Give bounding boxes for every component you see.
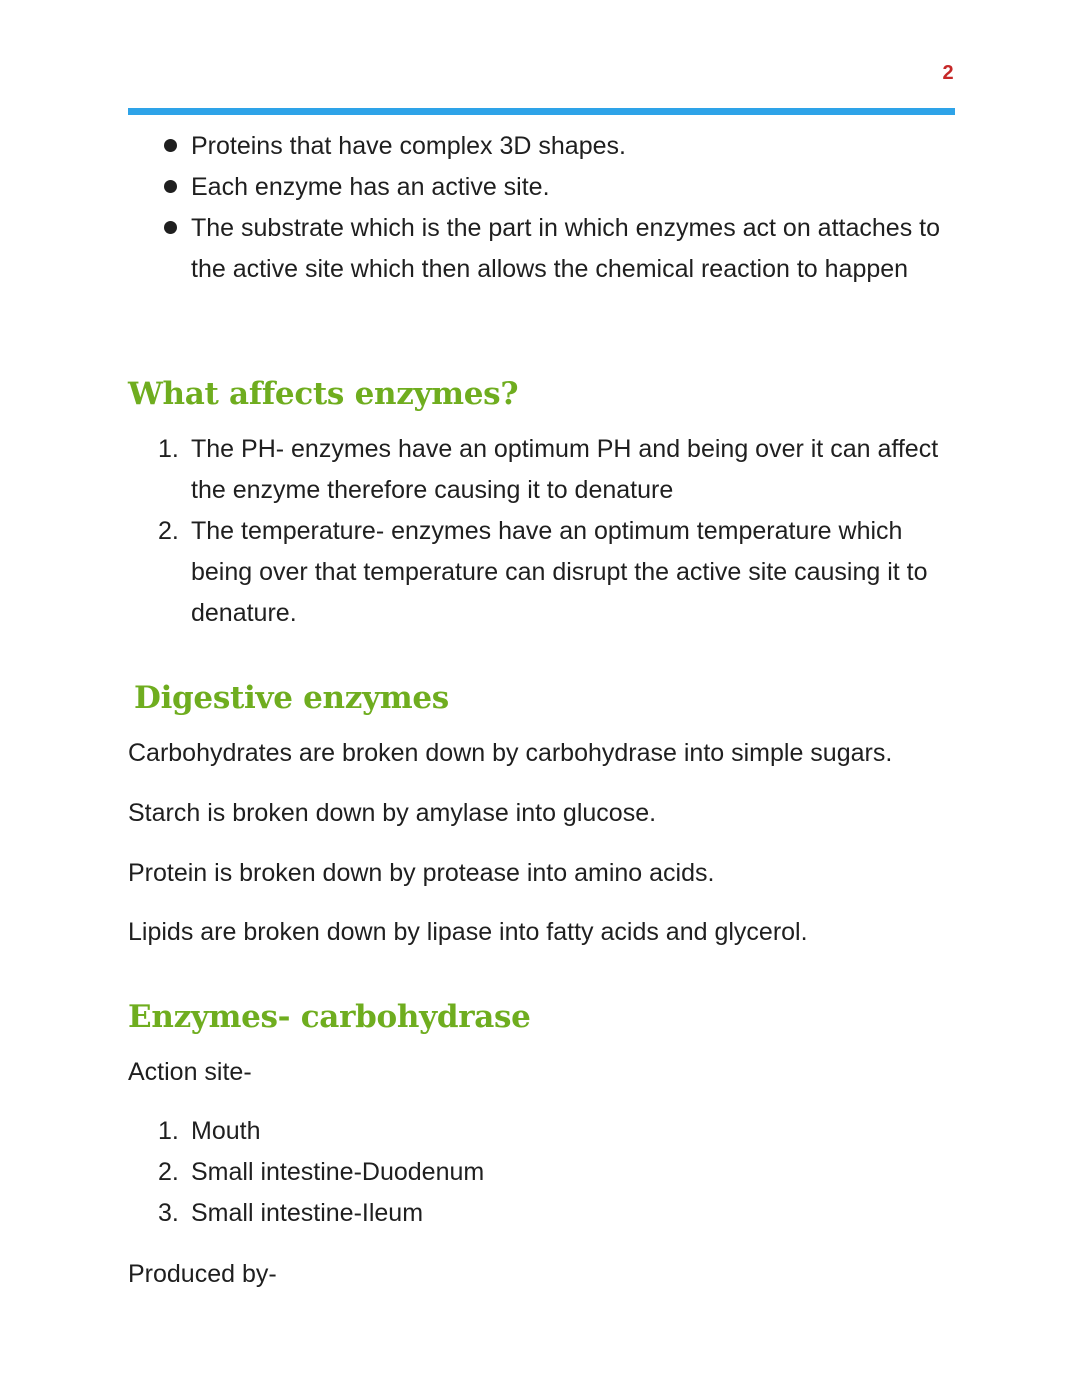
paragraph-carbohydrates: Carbohydrates are broken down by carbohydrase into simple sugars. bbox=[128, 739, 893, 767]
list-item bbox=[128, 1111, 958, 1152]
page-number: 2 bbox=[942, 62, 954, 84]
bullet-text: Each enzyme has an active site. bbox=[191, 173, 550, 201]
list-item bbox=[128, 511, 958, 634]
list-item bbox=[128, 429, 958, 511]
item-text: The temperature- enzymes have an optimum temperature which being over that temperature can disrupt the active site causing it to denature. bbox=[191, 517, 928, 627]
action-site-list bbox=[128, 1111, 958, 1234]
heading-what-affects-enzymes: What affects enzymes? bbox=[128, 376, 519, 412]
paragraph-lipids: Lipids are broken down by lipase into fatty acids and glycerol. bbox=[128, 918, 808, 946]
bullet-icon bbox=[164, 221, 177, 234]
intro-bullet-list bbox=[128, 126, 958, 290]
item-number: 1. bbox=[158, 435, 179, 463]
item-text: The PH- enzymes have an optimum PH and being over it can affect the enzyme therefore causing it to denature bbox=[191, 435, 939, 504]
item-number: 2. bbox=[158, 1158, 179, 1186]
action-site-label: Action site- bbox=[128, 1058, 252, 1086]
affects-list bbox=[128, 429, 958, 634]
heading-digestive-enzymes: Digestive enzymes bbox=[134, 680, 449, 716]
list-item bbox=[128, 126, 958, 167]
item-text: Small intestine-Duodenum bbox=[191, 1158, 485, 1186]
heading-enzymes-carbohydrase: Enzymes- carbohydrase bbox=[128, 999, 531, 1035]
item-number: 3. bbox=[158, 1199, 179, 1227]
item-text: Small intestine-Ileum bbox=[191, 1199, 424, 1227]
item-number: 2. bbox=[158, 517, 179, 545]
item-text: Mouth bbox=[191, 1117, 261, 1145]
list-item bbox=[128, 208, 958, 290]
list-item bbox=[128, 1152, 958, 1193]
paragraph-starch: Starch is broken down by amylase into glucose. bbox=[128, 799, 657, 827]
list-item bbox=[128, 167, 958, 208]
produced-by-label: Produced by- bbox=[128, 1260, 277, 1288]
item-number: 1. bbox=[158, 1117, 179, 1145]
list-item bbox=[128, 1193, 958, 1234]
paragraph-protein: Protein is broken down by protease into amino acids. bbox=[128, 859, 715, 887]
bullet-icon bbox=[164, 180, 177, 193]
bullet-text: The substrate which is the part in which enzymes act on attaches to the active site which then allows the chemical reaction to happen bbox=[191, 214, 940, 283]
bullet-icon bbox=[164, 139, 177, 152]
bullet-text: Proteins that have complex 3D shapes. bbox=[191, 132, 626, 160]
header-rule bbox=[128, 108, 955, 115]
